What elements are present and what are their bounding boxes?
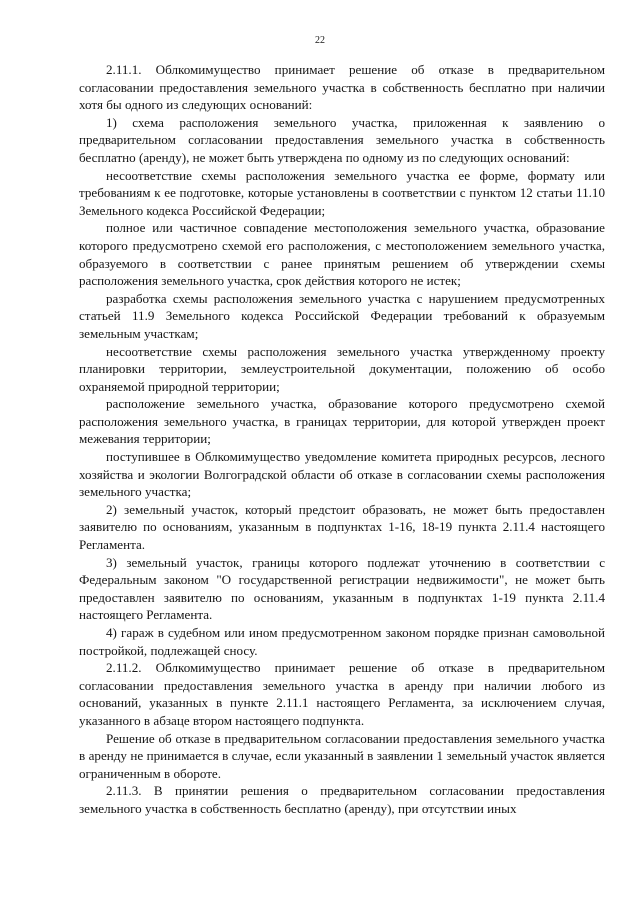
paragraph-item-3: 3) земельный участок, границы которого подлежат уточнению в соответствии с Федеральным законом "О государственной регистрации недвижимости", не может быть предоставлен заявителю по основаниям, указанным в подпунктах 1-19 пункта 2.11.4 настоящего Регламента. bbox=[79, 554, 605, 623]
paragraph-lease-exception: Решение об отказе в предварительном согласовании предоставления земельного участка в аренду не принимается в случае, если указанный в заявлении 1 земельный участок является ограниченным в обороте. bbox=[79, 730, 605, 781]
paragraph-2-11-3: 2.11.3. В принятии решения о предварительном согласовании предоставления земельного участка в собственность бесплатно (аренду), при отсутствии иных bbox=[79, 783, 605, 816]
paragraph-scheme-format: несоответствие схемы расположения земельного участка ее форме, формату или требованиям к ее подготовке, которые установлены в соответствии с пунктом 12 статьи 11.10 Земельного кодекса Российской Федерации; bbox=[79, 167, 605, 218]
paragraph-planning-mismatch: несоответствие схемы расположения земельного участка утвержденному проекту планировки территории, землеустроительной документации, положению об особо охраняемой природной территории; bbox=[79, 343, 605, 394]
document-body bbox=[79, 61, 605, 818]
page-number: 22 bbox=[315, 35, 325, 46]
paragraph-item-1: 1) схема расположения земельного участка, приложенная к заявлению о предварительном согласовании предоставления земельного участка в собственность бесплатно (аренду), не может быть утверждена по одному из по следующих оснований: bbox=[79, 114, 605, 165]
paragraph-scheme-violation: разработка схемы расположения земельного участка с нарушением предусмотренных статьей 11.9 Земельного кодекса Российской Федерации требований к образуемым земельным участкам; bbox=[79, 290, 605, 341]
paragraph-location-overlap: полное или частичное совпадение местоположения земельного участка, образование которого предусмотрено схемой его расположения, с местоположением земельного участка, образуемого в соответствии с ранее принятым решением об утверждении схемы расположения земельного участка, срок действия которого не истек; bbox=[79, 220, 605, 289]
paragraph-survey-project: расположение земельного участка, образование которого предусмотрено схемой расположения земельного участка, в границах территории, для которой утвержден проект межевания территории; bbox=[79, 396, 605, 447]
paragraph-2-11-1: 2.11.1. Облкомимущество принимает решение об отказе в предварительном согласовании предоставления земельного участка в собственность бесплатно при наличии хотя бы одного из следующих оснований: bbox=[79, 62, 605, 113]
paragraph-item-4: 4) гараж в судебном или ином предусмотренном законом порядке признан самовольной постройкой, подлежащей сносу. bbox=[79, 625, 605, 658]
paragraph-committee-notice: поступившее в Облкомимущество уведомление комитета природных ресурсов, лесного хозяйства и экологии Волгоградской области об отказе в согласовании схемы расположения земельного участка; bbox=[79, 449, 605, 500]
paragraph-2-11-2: 2.11.2. Облкомимущество принимает решение об отказе в предварительном согласовании предоставления земельного участка в аренду при наличии любого из оснований, указанных в пункте 2.11.1 настоящего Регламента, за исключением случая, указанного в абзаце втором настоящего подпункта. bbox=[79, 660, 605, 728]
paragraph-item-2: 2) земельный участок, который предстоит образовать, не может быть предоставлен заявителю по основаниям, указанным в подпунктах 1-16, 18-19 пункта 2.11.4 настоящего Регламента. bbox=[79, 501, 605, 553]
